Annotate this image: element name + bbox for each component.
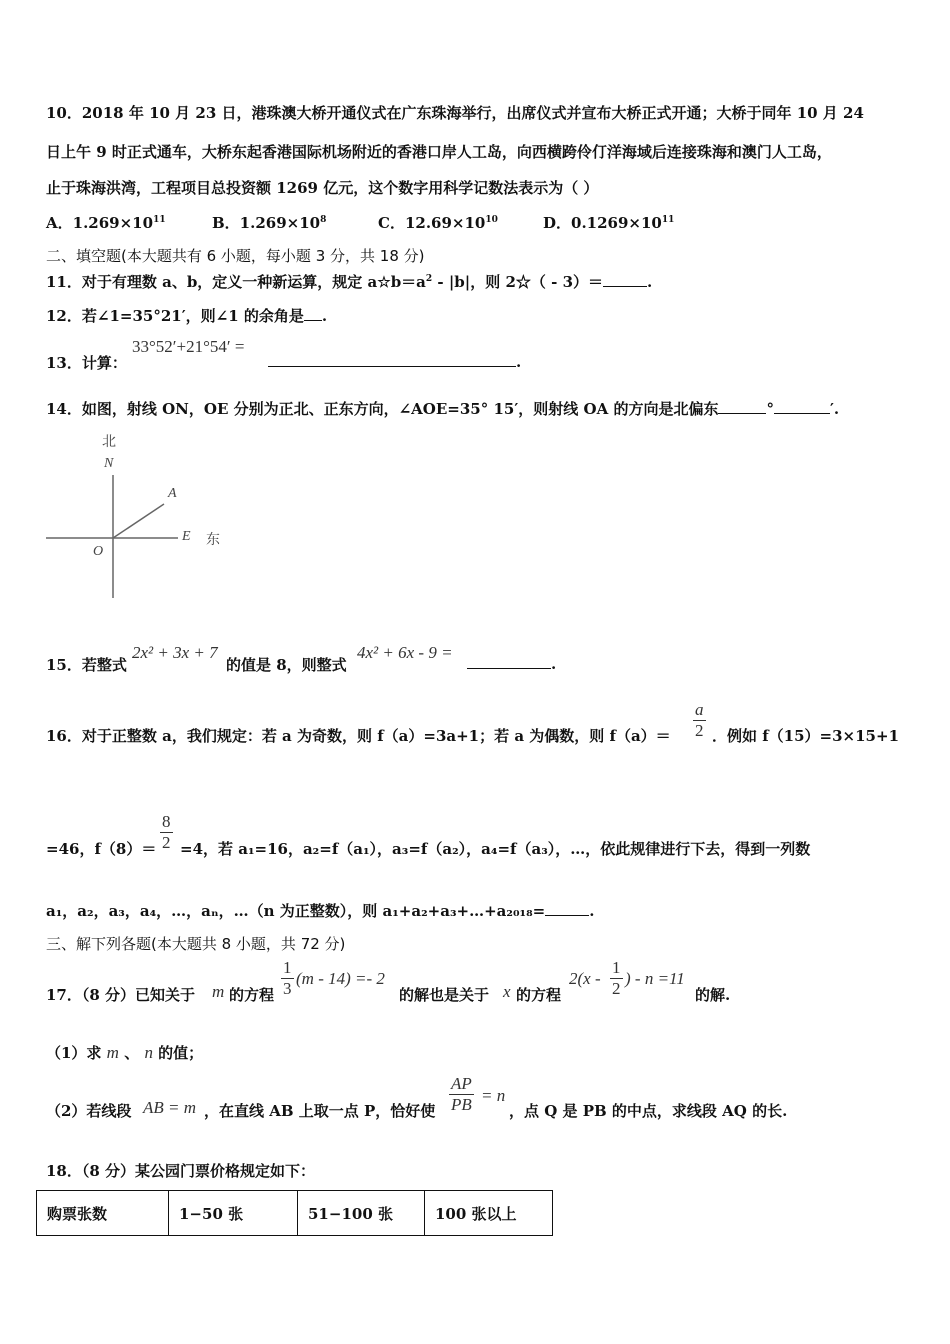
figure-east-cn: 东 xyxy=(206,532,220,548)
q17-equation-2-post: ) - n =11 xyxy=(625,969,685,988)
table-header-cell: 1−50 张 xyxy=(169,1191,298,1236)
q14-degree-blank[interactable] xyxy=(718,399,766,414)
q14-pre: 14．如图，射线 ON，OE 分别为正北、正东方向，∠AOE=35° 15′，则射线 OA 的方向是北偏东 xyxy=(46,400,719,418)
q16-frac1-den: 2 xyxy=(695,720,704,740)
q13-end: . xyxy=(516,353,522,371)
ticket-price-table xyxy=(36,1190,553,1236)
q17-equation-1: (m - 14) =- 2 xyxy=(296,969,385,988)
q14 xyxy=(46,398,839,419)
q15-expression-2: 4x² + 6x - 9 = xyxy=(357,643,453,662)
q17-equation-2-pre: 2(x - xyxy=(569,969,601,988)
q17-2-expression: AB = m xyxy=(143,1098,197,1117)
q15-mid: 的值是 8，则整式 xyxy=(226,656,347,674)
q11-exp: 2 xyxy=(425,274,433,284)
option-d-exp: 11 xyxy=(661,215,675,225)
q15-answer-blank[interactable] xyxy=(467,654,551,669)
option-c-exp: 10 xyxy=(485,215,498,225)
figure-north-cn: 北 xyxy=(102,434,116,450)
q17-mid1: 的方程 xyxy=(229,986,275,1004)
q17-2-end: ，点 Q 是 PB 的中点，求线段 AQ 的长. xyxy=(509,1102,788,1120)
q16-line1-pre: 16．对于正整数 a，我们规定：若 a 为奇数，则 f（a）=3a+1；若 a 为偶数，则 f（a）＝ xyxy=(46,727,671,745)
q11 xyxy=(46,271,652,292)
q11-post: - |b|，则 2☆（ - 3）＝ xyxy=(432,273,604,291)
q17-1-sep: 、 xyxy=(124,1044,140,1062)
q16-line3-end: . xyxy=(589,902,595,920)
q17-2-eq: = n xyxy=(481,1086,506,1105)
q13-expression: 33°52′+21°54′ = xyxy=(132,337,245,356)
option-d-base: D．0.1269×10 xyxy=(543,214,662,232)
q17-mid3: 的方程 xyxy=(516,986,562,1004)
q13-answer-blank[interactable] xyxy=(268,352,516,367)
q17-1-end: 的值； xyxy=(158,1044,204,1062)
q17-2-fraction-ap-pb xyxy=(449,1074,474,1114)
q16-line1-post: ．例如 f（15）=3×15+1 xyxy=(712,727,900,745)
q11-pre: 11．对于有理数 a、b，定义一种新运算，规定 a☆b＝a xyxy=(46,273,426,291)
q16-frac2-den: 2 xyxy=(162,832,171,852)
q14-minute-blank[interactable] xyxy=(774,399,830,414)
q10-option-b xyxy=(212,212,326,233)
q16-frac2-num: 8 xyxy=(162,812,171,831)
ray-oa xyxy=(113,504,164,538)
q10-line1: 10．2018 年 10 月 23 日，港珠澳大桥开通仪式在广东珠海举行，出席仪式并宣布大桥正式开通；大桥于同年 10 月 24 xyxy=(46,104,864,122)
q15-expression-1: 2x² + 3x + 7 xyxy=(132,643,218,662)
q17-var-m: m xyxy=(212,982,225,1001)
q15-tail xyxy=(467,654,556,673)
q10-option-c xyxy=(378,212,498,233)
q14-min: ′. xyxy=(829,400,840,418)
q15-end: . xyxy=(551,655,557,673)
table-header-cell: 51−100 张 xyxy=(298,1191,425,1236)
q12-answer-blank[interactable] xyxy=(304,306,322,321)
q16-line2-pre: =46，f（8）＝ xyxy=(46,840,157,858)
q10-option-d xyxy=(543,212,674,233)
q17-frac2-num: 1 xyxy=(612,958,621,977)
figure-label-o: O xyxy=(93,544,104,559)
q17-frac-den: 3 xyxy=(283,978,292,998)
q17-var-x: x xyxy=(503,982,511,1001)
q10-line2: 日上午 9 时正式通车，大桥东起香港国际机场附近的香港口岸人工岛，向西横跨伶仃洋海域后连接珠海和澳门人工岛， xyxy=(46,143,832,161)
option-a-base: A．1.269×10 xyxy=(46,214,154,232)
option-b-base: B．1.269×10 xyxy=(212,214,321,232)
table-row xyxy=(37,1191,553,1236)
q17-2-mid: ，在直线 AB 上取一点 P，恰好使 xyxy=(204,1102,436,1120)
q17-part1 xyxy=(46,1042,203,1063)
direction-figure xyxy=(40,470,230,605)
q17-fraction-1-2 xyxy=(610,958,623,998)
q12-end: . xyxy=(321,307,328,325)
option-b-exp: 8 xyxy=(320,215,327,225)
q13 xyxy=(46,352,127,373)
section-3-title: 三、解下列各题(本大题共 8 小题，共 72 分) xyxy=(46,935,346,953)
q15-pre: 15．若整式 xyxy=(46,656,127,674)
q17-1-n: n xyxy=(144,1043,153,1062)
table-header-cell: 购票张数 xyxy=(37,1191,169,1236)
q17-1-pre: （1）求 xyxy=(46,1044,102,1062)
q17-end: 的解. xyxy=(695,986,731,1004)
q17-frac-num: 1 xyxy=(283,958,292,977)
figure-label-n: N xyxy=(104,456,114,471)
section-2-title: 二、填空题(本大题共有 6 小题，每小题 3 分，共 18 分) xyxy=(46,247,425,265)
figure-label-a: A xyxy=(168,486,177,501)
q13-pre: 13．计算： xyxy=(46,354,127,372)
q16-line3-text: a₁，a₂，a₃，a₄，…，aₙ，…（n 为正整数），则 a₁+a₂+a₃+…+a₂₀₁₈= xyxy=(46,902,546,920)
q11-end: . xyxy=(647,273,653,291)
q17-2-frac-num: AP xyxy=(451,1074,472,1093)
option-a-exp: 11 xyxy=(153,215,166,225)
q17-2-frac-den: PB xyxy=(451,1094,472,1114)
q11-answer-blank[interactable] xyxy=(603,272,647,287)
q17-fraction-1-3 xyxy=(281,958,294,998)
q14-deg: ° xyxy=(766,400,774,418)
figure-label-e: E xyxy=(182,529,191,544)
table-header-cell: 100 张以上 xyxy=(425,1191,553,1236)
q17-frac2-den: 2 xyxy=(612,978,621,998)
q13-tail xyxy=(268,352,521,371)
q12-pre: 12．若∠1=35°21′，则∠1 的余角是 xyxy=(46,307,304,325)
q18-text: 18．（8 分）某公园门票价格规定如下： xyxy=(46,1162,316,1180)
q10-option-a xyxy=(46,212,166,233)
q16-fraction-a-over-2 xyxy=(693,700,706,740)
option-c-base: C．12.69×10 xyxy=(378,214,486,232)
q16-line2-post: =4，若 a₁=16，a₂=f（a₁），a₃=f（a₂），a₄=f（a₃），…，依此规律进行下去，得到一列数 xyxy=(180,840,811,858)
q17-2-pre: （2）若线段 xyxy=(46,1102,132,1120)
q12 xyxy=(46,305,327,326)
q10-line3: 止于珠海洪湾，工程项目总投资额 1269 亿元，这个数字用科学记数法表示为（ ） xyxy=(46,179,599,197)
q17-pre: 17．（8 分）已知关于 xyxy=(46,986,196,1004)
q16-fraction-8-over-2 xyxy=(160,812,173,852)
q16-line3 xyxy=(46,900,594,921)
q17-1-m: m xyxy=(106,1043,119,1062)
q16-answer-blank[interactable] xyxy=(545,901,589,916)
q16-frac1-num: a xyxy=(695,700,704,719)
q17-mid2: 的解也是关于 xyxy=(399,986,490,1004)
